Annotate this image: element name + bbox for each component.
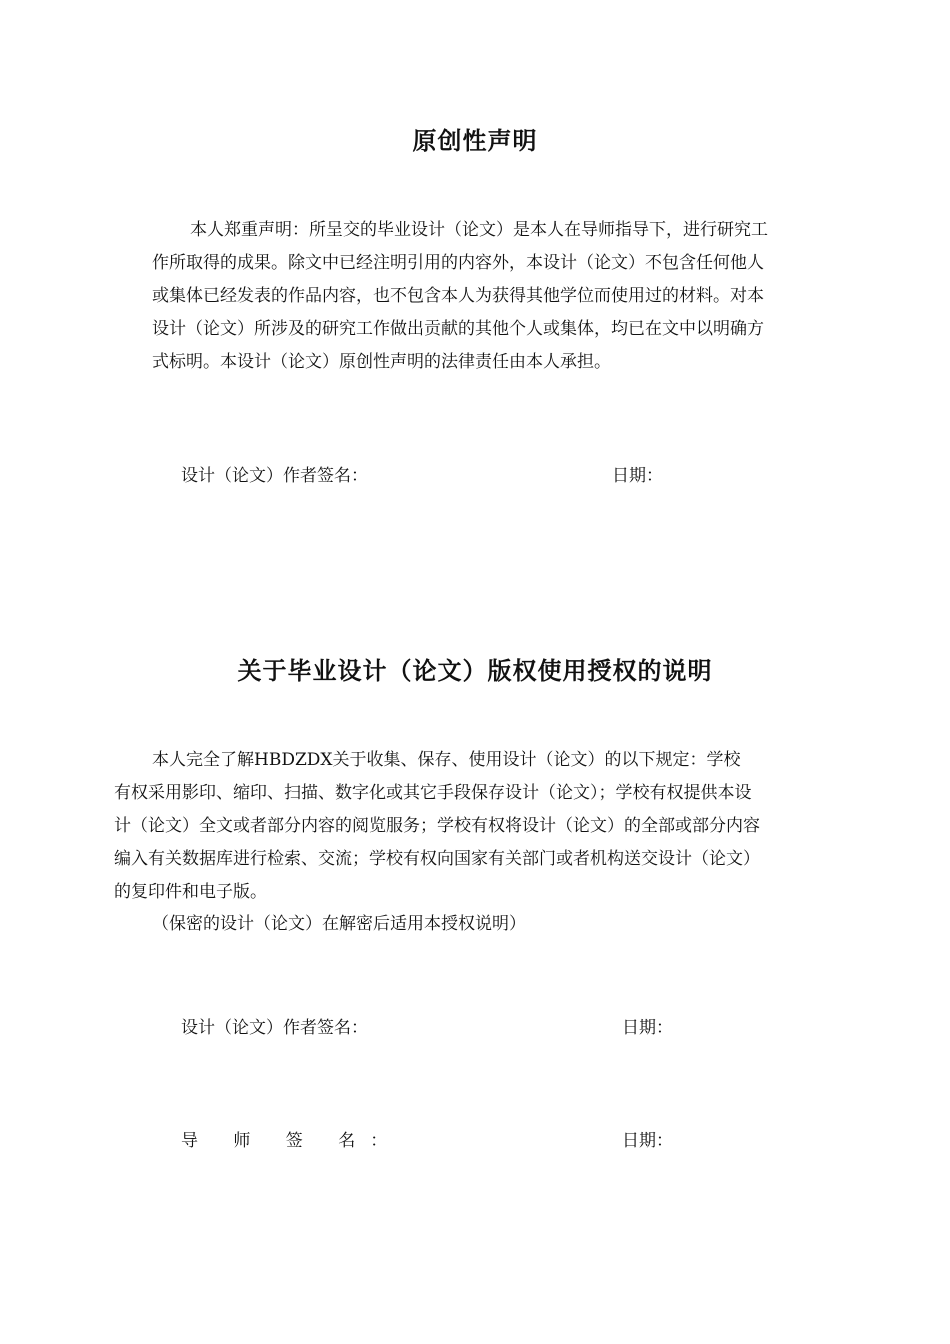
originality-title: 原创性声明 bbox=[412, 127, 538, 155]
copyright-statement bbox=[114, 744, 840, 941]
statement-line: 作所取得的成果。除文中已经注明引用的内容外，本设计（论文）不包含任何他人 bbox=[152, 253, 764, 273]
statement-line: 有权采用影印、缩印、扫描、数字化或其它手段保存设计（论文）；学校有权提供本设 bbox=[114, 783, 752, 803]
date-label: 日期： bbox=[622, 1018, 673, 1038]
statement-line: 本人完全了解HBDZDX关于收集、保存、使用设计（论文）的以下规定：学校 bbox=[152, 750, 741, 770]
advisor-signature-label: 导 师 签 名： bbox=[181, 1131, 403, 1151]
originality-statement bbox=[152, 214, 840, 379]
statement-line: 本人郑重声明：所呈交的毕业设计（论文）是本人在导师指导下，进行研究工 bbox=[190, 220, 768, 240]
confidential-note: （保密的设计（论文）在解密后适用本授权说明） bbox=[152, 914, 526, 934]
statement-line: 编入有关数据库进行检索、交流；学校有权向国家有关部门或者机构送交设计（论文） bbox=[114, 849, 760, 869]
statement-line: 的复印件和电子版。 bbox=[114, 882, 267, 902]
statement-line: 式标明。本设计（论文）原创性声明的法律责任由本人承担。 bbox=[152, 352, 611, 372]
statement-line: 或集体已经发表的作品内容，也不包含本人为获得其他学位而使用过的材料。对本 bbox=[152, 286, 764, 306]
statement-line: 计（论文）全文或者部分内容的阅览服务；学校有权将设计（论文）的全部或部分内容 bbox=[114, 816, 760, 836]
author-signature-label: 设计（论文）作者签名： bbox=[181, 466, 368, 486]
date-label: 日期： bbox=[622, 1131, 673, 1151]
author-signature-label: 设计（论文）作者签名： bbox=[181, 1018, 368, 1038]
statement-line: 设计（论文）所涉及的研究工作做出贡献的其他个人或集体，均已在文中以明确方 bbox=[152, 319, 764, 339]
date-label: 日期： bbox=[612, 466, 663, 486]
copyright-title: 关于毕业设计（论文）版权使用授权的说明 bbox=[237, 657, 713, 685]
